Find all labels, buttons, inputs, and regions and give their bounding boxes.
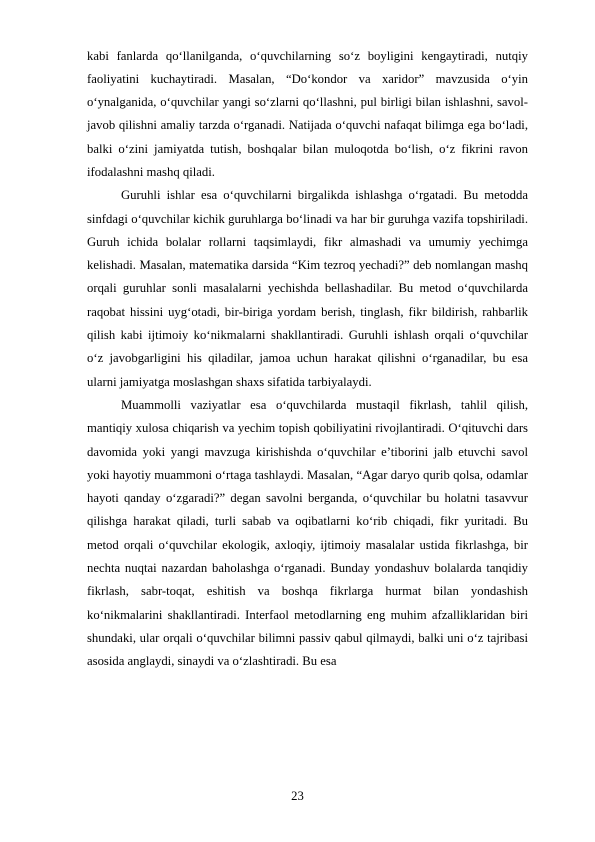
paragraph-group-work: Guruhli ishlar esa o‘quvchilarni birgalikda ishlashga o‘rgatadi. Bu metodda sinfdagi o‘quvchilar kichik guruhlarga bo‘linadi va har bir guruhga vazifa topshiriladi. Guruh ichida bolalar rollarni taqsimlaydi, fikr almashadi va umumiy yechimga kelishadi. Masalan, matematika darsida “Kim tezroq yechadi?” deb nomlangan mashq orqali guruhlar sonli masalalarni yechishda bellashadilar. Bu metod o‘quvchilarda raqobat hissini uyg‘otadi, bir-biriga yordam berish, tinglash, fikr bildirish, rahbarlik qilish kabi ijtimoiy ko‘nikmalarni shakllantiradi. Guruhli ishlash orqali o‘quvchilar o‘z javobgarligini his qiladilar, jamoa uchun harakat qilishni o‘rganadilar, bu esa ularni jamiyatga moslashgan shaxs sifatida tarbiyalaydi. xyxy=(87,188,528,389)
paragraph-problem-situations: Muammolli vaziyatlar esa o‘quvchilarda mustaqil fikrlash, tahlil qilish, mantiqiy xulosa chiqarish va yechim topish qobiliyatini rivojlantiradi. O‘qituvchi dars davomida yoki yangi mavzuga kirishishda o‘quvchilar e’tiborini jalb etuvchi savol yoki hayotiy muammoni o‘rtaga tashlaydi. Masalan, “Agar daryo qurib qolsa, odamlar hayoti qanday o‘zgaradi?” degan savolni berganda, o‘quvchilar bu holatni tasavvur qilishga harakat qiladi, turli sabab va oqibatlarni ko‘rib chiqadi, fikr yuritadi. Bu metod orqali o‘quvchilar ekologik, axloqiy, ijtimoiy masalalar ustida fikrlashga, bir nechta nuqtai nazardan baholashga o‘rganadi. Bunday yondashuv bolalarda tanqidiy fikrlash, sabr-toqat, eshitish va boshqa fikrlarga hurmat bilan yondashish ko‘nikmalarini shakllantiradi. Interfaol metodlarning eng muhim afzalliklaridan biri shundaki, ular orqali o‘quvchilar bilimni passiv qabul qilmaydi, balki uni o‘z tajribasi asosida anglaydi, sinaydi va o‘zlashtiradi. Bu esa xyxy=(87,397,528,669)
paragraph-continuation: kabi fanlarda qo‘llanilganda, o‘quvchilarning so‘z boyligini kengaytiradi, nutqiy faoliyatini kuchaytiradi. Masalan, “Do‘kondor va xaridor” mavzusida o‘yin o‘ynalganida, o‘quvchilar yangi so‘zlarni qo‘llashni, pul birligi bilan ishlashni, savol-javob qilishni amaliy tarzda o‘rganadi. Natijada o‘quvchi nafaqat bilimga ega bo‘ladi, balki o‘zini jamiyatda tutish, boshqalar bilan muloqotda bo‘lish, o‘z fikrini ravon ifodalashni mashq qiladi. xyxy=(87,48,528,179)
body-text xyxy=(87,45,528,674)
page-number: 23 xyxy=(291,789,304,803)
